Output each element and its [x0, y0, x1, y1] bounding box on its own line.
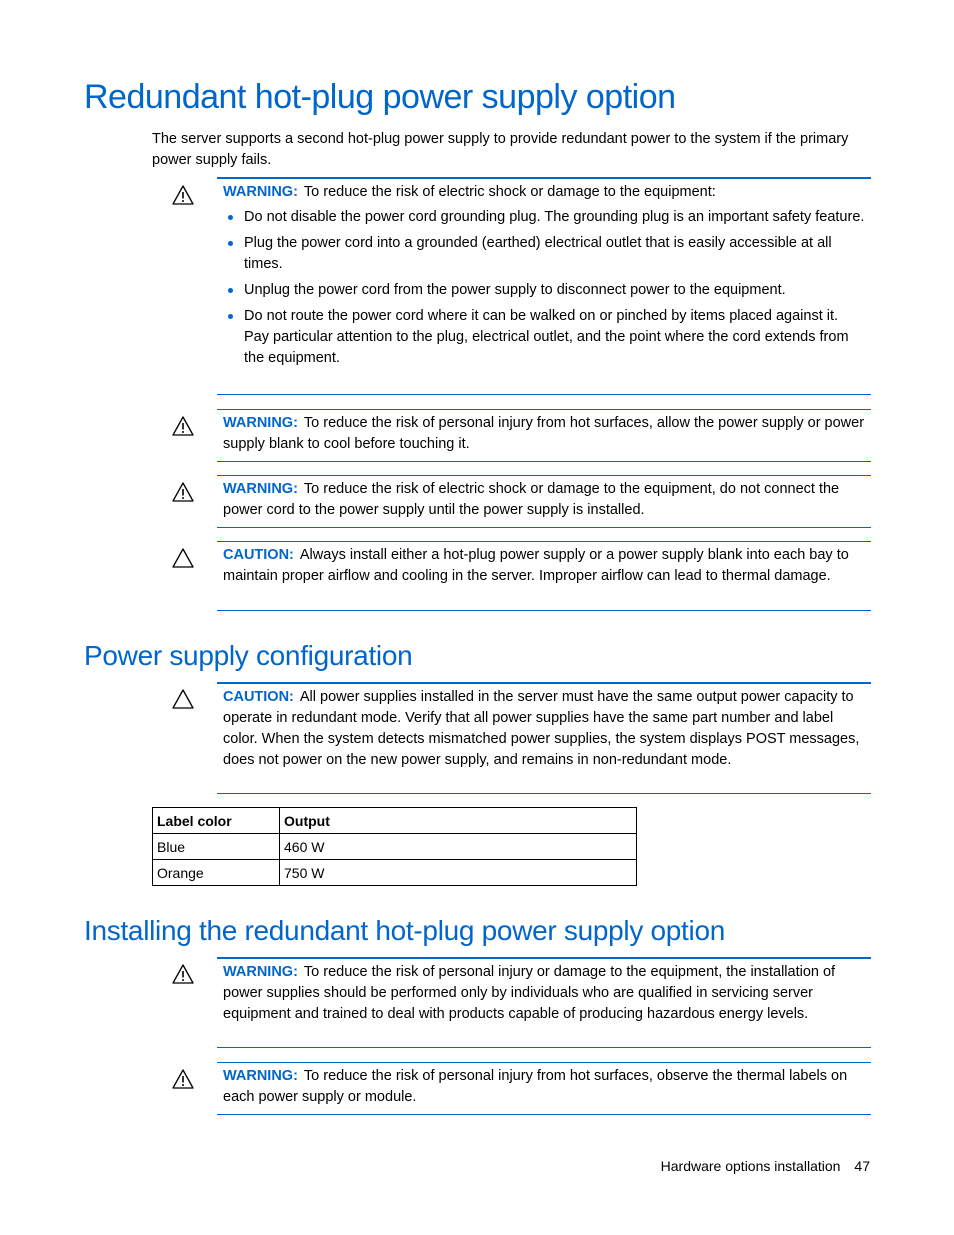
warning-label: WARNING: — [223, 184, 298, 200]
warning-notice-thermal-labels — [217, 1062, 871, 1115]
list-item: Plug the power cord into a grounded (earthed) electrical outlet that is easily accessible at all times. — [244, 233, 867, 275]
caution-label: CAUTION: — [223, 547, 294, 563]
caution-icon — [171, 547, 195, 569]
table-row — [153, 834, 637, 860]
warning-notice-electric-shock — [217, 177, 871, 395]
list-item: Do not disable the power cord grounding plug. The grounding plug is an important safety feature. — [244, 207, 867, 228]
column-header-label-color: Label color — [153, 808, 280, 834]
notice-text: To reduce the risk of electric shock or damage to the equipment, do not connect the power cord to the power supply until the power supply is installed. — [223, 481, 840, 518]
table-row — [153, 860, 637, 886]
warning-label: WARNING: — [223, 1068, 298, 1084]
intro-paragraph: The server supports a second hot-plug power supply to provide redundant power to the system if the primary power supply fails. — [152, 131, 849, 168]
notice-text: To reduce the risk of personal injury from hot surfaces, allow the power supply or power supply blank to cool before touching it. — [223, 415, 865, 452]
warning-icon — [171, 184, 195, 206]
warning-notice-qualified-personnel — [217, 957, 871, 1048]
column-header-output: Output — [280, 808, 637, 834]
section-heading-configuration: Power supply configuration — [84, 640, 413, 671]
page-title: Redundant hot-plug power supply option — [84, 78, 676, 116]
table-cell: 750 W — [280, 860, 637, 886]
caution-label: CAUTION: — [223, 689, 294, 705]
warning-icon — [171, 963, 195, 985]
notice-text: All power supplies installed in the server must have the same output power capacity to operate in redundant mode. Verify that all power supplies have the same part number and label color. When the system detects mismatched power supplies, the system displays POST messages, does not power on the new power supply, and remains in non-redundant mode. — [223, 689, 860, 768]
page-number: 47 — [854, 1158, 870, 1174]
warning-label: WARNING: — [223, 415, 298, 431]
label-color-output-table — [152, 807, 637, 886]
warning-notice-power-cord — [217, 475, 871, 528]
notice-text: Always install either a hot-plug power supply or a power supply blank into each bay to maintain proper airflow and cooling in the server. Improper airflow can lead to thermal damage. — [223, 547, 849, 584]
table-cell: Orange — [153, 860, 280, 886]
warning-label: WARNING: — [223, 481, 298, 497]
list-item: Do not route the power cord where it can be walked on or pinched by items placed against it. Pay particular attention to the plug, electrical outlet, and the point where the cord extends from the equipment. — [244, 306, 867, 369]
caution-notice-airflow — [217, 541, 871, 611]
section-heading-installing: Installing the redundant hot-plug power supply option — [84, 915, 725, 946]
table-header-row — [153, 808, 637, 834]
caution-icon — [171, 688, 195, 710]
caution-notice-redundant-mode — [217, 682, 871, 794]
notice-text: To reduce the risk of electric shock or damage to the equipment: — [303, 184, 716, 200]
table-cell: 460 W — [280, 834, 637, 860]
warning-label: WARNING: — [223, 964, 298, 980]
warning-icon — [171, 481, 195, 503]
notice-text: To reduce the risk of personal injury or damage to the equipment, the installation of power supplies should be performed only by individuals who are qualified in servicing server equipment and trained to deal with products capable of producing hazardous energy levels. — [223, 964, 836, 1022]
warning-bullet-list — [223, 207, 867, 369]
warning-notice-hot-surfaces — [217, 409, 871, 462]
page-footer — [661, 1158, 870, 1174]
notice-text: To reduce the risk of personal injury from hot surfaces, observe the thermal labels on each power supply or module. — [223, 1068, 848, 1105]
footer-section-title: Hardware options installation — [660, 1158, 841, 1174]
table-cell: Blue — [153, 834, 280, 860]
list-item: Unplug the power cord from the power supply to disconnect power to the equipment. — [244, 280, 867, 301]
warning-icon — [171, 1068, 195, 1090]
warning-icon — [171, 415, 195, 437]
